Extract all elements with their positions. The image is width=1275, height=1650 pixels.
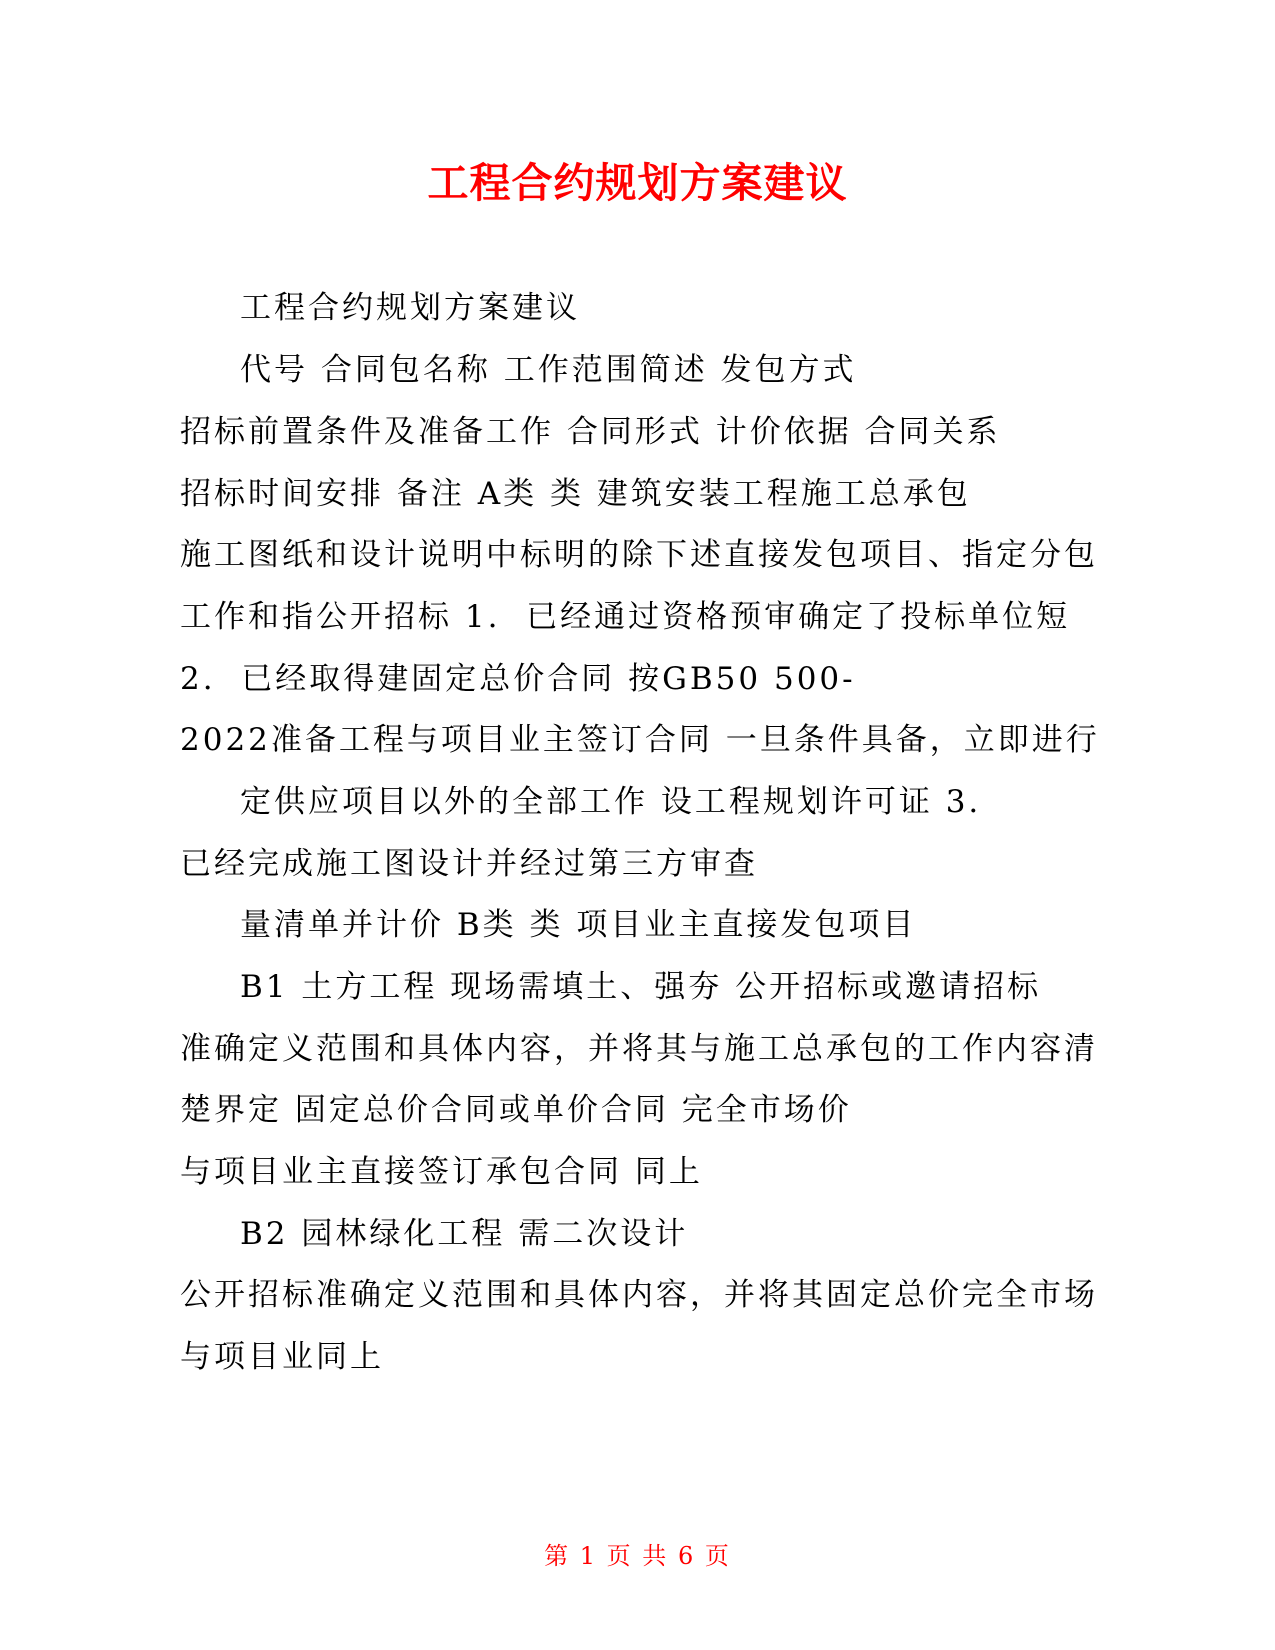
- body-line: 2022准备工程与项目业主签订合同 一旦条件具备，立即进行: [180, 722, 1100, 758]
- body-line: 准确定义范围和具体内容，并将其与施工总承包的工作内容清: [180, 1031, 1098, 1067]
- document-title: 工程合约规划方案建议: [427, 159, 848, 207]
- body-line: 公开招标准确定义范围和具体内容，并将其固定总价完全市场: [180, 1277, 1098, 1313]
- body-line: 量清单并计价 B类 类 项目业主直接发包项目: [240, 907, 917, 943]
- body-line: 招标前置条件及准备工作 合同形式 计价依据 合同关系: [180, 414, 1001, 450]
- body-line: 与项目业同上: [180, 1339, 384, 1375]
- body-line: B2 园林绿化工程 需二次设计: [240, 1216, 689, 1252]
- body-line: 与项目业主直接签订承包合同 同上: [180, 1154, 703, 1190]
- body-line: 代号 合同包名称 工作范围简述 发包方式: [240, 352, 857, 388]
- body-line: 2. 已经取得建固定总价合同 按GB50 500-: [180, 661, 856, 697]
- body-line: 定供应项目以外的全部工作 设工程规划许可证 3.: [240, 784, 982, 820]
- page-number: 第 1 页 共 6 页: [544, 1542, 731, 1570]
- body-line: 施工图纸和设计说明中标明的除下述直接发包项目、指定分包: [180, 537, 1098, 573]
- body-line-heading: 工程合约规划方案建议: [240, 290, 580, 326]
- body-line: 楚界定 固定总价合同或单价合同 完全市场价: [180, 1092, 852, 1128]
- body-line: 工作和指公开招标 1. 已经通过资格预审确定了投标单位短: [180, 599, 1071, 635]
- body-line: 已经完成施工图设计并经过第三方审查: [180, 846, 758, 882]
- body-line: 招标时间安排 备注 A类 类 建筑安装工程施工总承包: [180, 476, 971, 512]
- body-line: B1 土方工程 现场需填土、强夯 公开招标或邀请招标: [240, 969, 1042, 1005]
